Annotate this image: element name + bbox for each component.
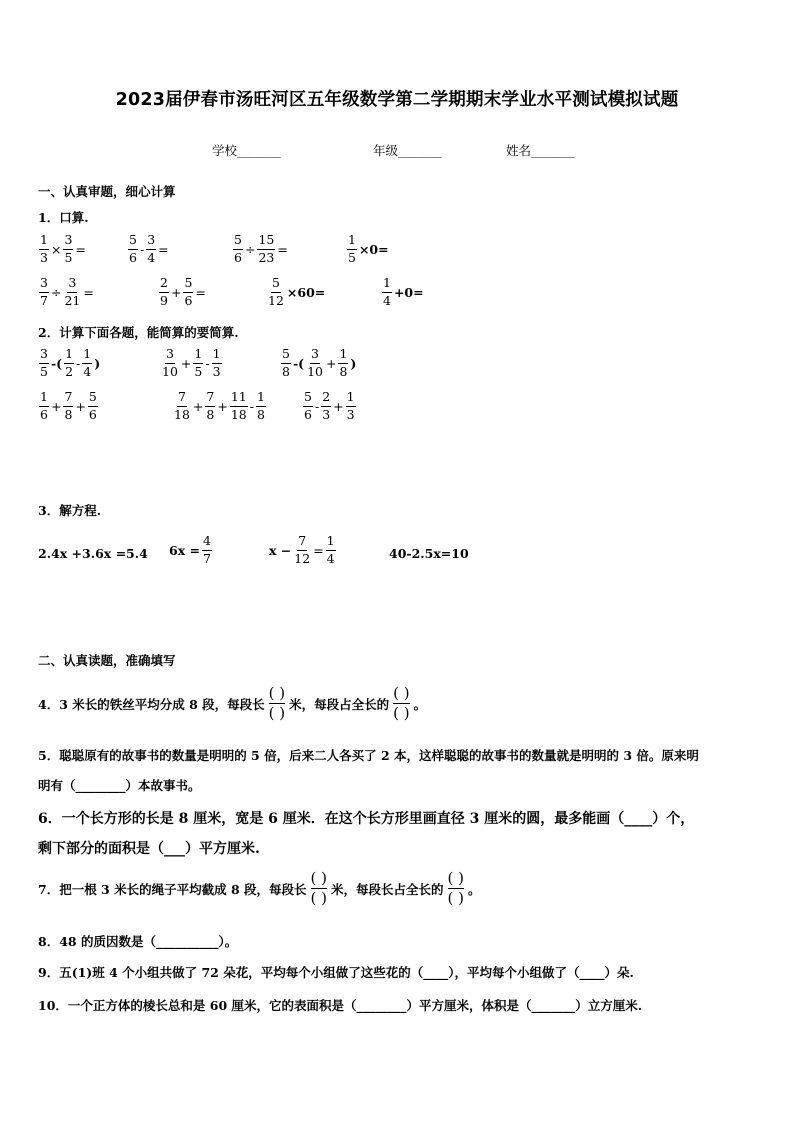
q3-equation-2: 6x = $\frac{4}{7}$ — [169, 533, 211, 566]
q1-expr-2: $\frac{5}{6}$ - $\frac{3}{4}$ = — [129, 232, 169, 265]
section-2-heading: 二、认真读题，准确填写 — [38, 653, 176, 668]
question-4: 4．3 米长的铁丝平均分成 8 段，每段长 ( ) ( ) 米，每段占全长的 ( ) ( ) 。 — [38, 684, 427, 722]
question-5-line-2: 明有（________）本故事书。 — [38, 778, 201, 793]
q2-expr-3: $\frac{5}{8}$ -( $\frac{3}{10}$ + $\frac{1}{8}$ ) — [282, 346, 357, 379]
grade-field: 年级_______ — [373, 143, 442, 158]
q1-expr-8: $\frac{1}{4}$ +0= — [383, 275, 424, 308]
q3-equation-4: 40-2.5x=10 — [389, 546, 469, 561]
q3-equation-3: x − $\frac{7}{12}$ = $\frac{1}{4}$ — [269, 533, 335, 566]
section-1-heading: 一、认真审题，细心计算 — [38, 184, 176, 199]
name-field: 姓名_______ — [506, 143, 575, 158]
q1-expr-1: $\frac{1}{3}$ × $\frac{3}{5}$ = — [40, 232, 86, 265]
question-9: 9．五(1)班 4 个小组共做了 72 朵花，平均每个小组做了这些花的（____），平均每个小组做了（____）朵. — [38, 965, 634, 980]
q2-label: 2．计算下面各题，能简算的要简算. — [38, 325, 239, 340]
q1-label: 1．口算. — [38, 210, 89, 225]
school-field: 学校_______ — [212, 143, 281, 158]
question-6-line-1: 6．一个长方形的长是 8 厘米，宽是 6 厘米．在这个长方形里画直径 3 厘米的圆，最多能画（____）个， — [38, 811, 695, 827]
q3-equation-1: 2.4x +3.6x =5.4 — [38, 546, 148, 561]
question-5-line-1: 5．聪聪原有的故事书的数量是明明的 5 倍，后来二人各买了 2 本，这样聪聪的故事书的数量就是明明的 3 倍。原来明 — [38, 748, 699, 763]
q1-expr-4: $\frac{1}{5}$ ×0= — [348, 232, 389, 265]
question-8: 8．48 的质因数是（__________）。 — [38, 934, 238, 949]
question-10: 10．一个正方体的棱长总和是 60 厘米，它的表面积是（________）平方厘米，体积是（_______）立方厘米. — [38, 998, 643, 1013]
q3-label: 3．解方程. — [38, 503, 102, 518]
q1-expr-5: $\frac{3}{7}$ ÷ $\frac{3}{21}$ = — [40, 275, 94, 308]
q1-expr-7: $\frac{5}{12}$ ×60= — [268, 275, 326, 308]
q2-expr-2: $\frac{3}{10}$ + $\frac{1}{5}$ - $\frac{1}{3}$ — [162, 346, 221, 379]
q2-expr-5: $\frac{7}{18}$ + $\frac{7}{8}$ + $\frac{11}{18}$ - $\frac{1}{8}$ — [174, 389, 265, 422]
q1-expr-6: $\frac{2}{9}$ + $\frac{5}{6}$ = — [160, 275, 206, 308]
q1-expr-3: $\frac{5}{6}$ ÷ $\frac{15}{23}$ = — [234, 232, 288, 265]
question-6-line-2: 剩下部分的面积是（___）平方厘米. — [38, 841, 260, 857]
q2-expr-1: $\frac{3}{5}$ -( $\frac{1}{2}$ - $\frac{1}{4}$ ) — [40, 346, 101, 379]
question-7: 7．把一根 3 米长的绳子平均截成 8 段，每段长 ( ) ( ) 米，每段长占全长的 ( ) ( ) 。 — [38, 869, 481, 907]
q2-expr-6: $\frac{5}{6}$ - $\frac{2}{3}$ + $\frac{1}{3}$ — [304, 389, 355, 422]
page-title: 2023届伊春市汤旺河区五年级数学第二学期期末学业水平测试模拟试题 — [115, 90, 679, 110]
q2-expr-4: $\frac{1}{6}$ + $\frac{7}{8}$ + $\frac{5}{6}$ — [40, 389, 97, 422]
